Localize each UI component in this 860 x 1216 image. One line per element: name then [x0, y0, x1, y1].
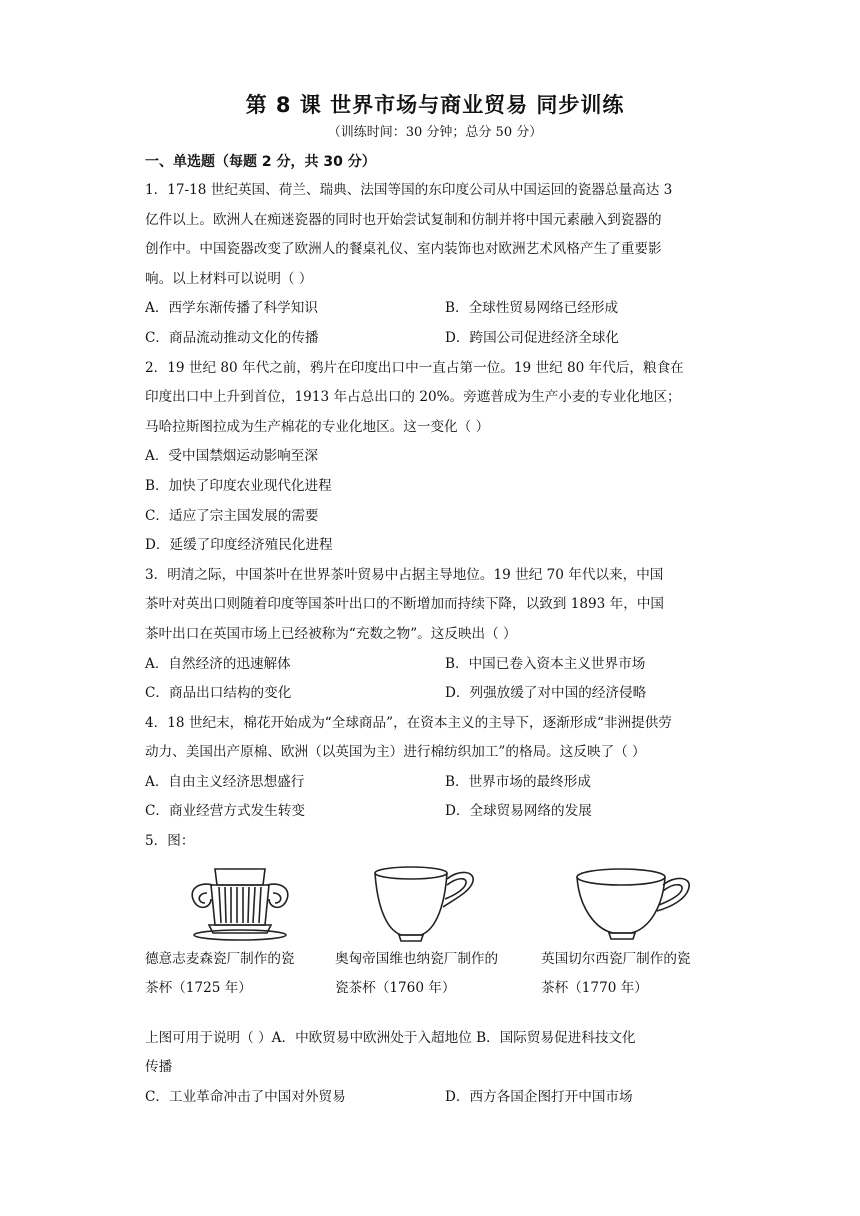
- teacup-figures: [145, 863, 725, 943]
- question-line: 3．明清之际，中国茶叶在世界茶叶贸易中占据主导地位。19 世纪 70 年代以来，中国: [145, 566, 664, 583]
- question-1: [145, 176, 725, 354]
- question-3: [145, 561, 725, 709]
- caption-vienna: [335, 945, 541, 1004]
- caption-chelsea: [541, 945, 725, 1004]
- meissen-teacup-image: [145, 863, 335, 943]
- document-page: [145, 88, 725, 1113]
- question-line: 响。以上材料可以说明（ ）: [145, 270, 313, 287]
- option-d: D．跨国公司促进经济全球化: [445, 329, 620, 346]
- option-b: B．全球性贸易网络已经形成: [445, 300, 619, 317]
- caption-line: 瓷茶杯（1760 年）: [335, 980, 456, 997]
- question-2: [145, 354, 725, 561]
- question-line: 马哈拉斯图拉成为生产棉花的专业化地区。这一变化（ ）: [145, 418, 490, 435]
- question-line: 上图可用于说明（ ）A．中欧贸易中欧洲处于入超地位 B．国际贸易促进科技文化: [145, 1029, 636, 1046]
- caption-line: 茶杯（1725 年）: [145, 980, 252, 997]
- option-a: A．自由主义经济思想盛行: [145, 773, 305, 790]
- question-line: 创作中。中国瓷器改变了欧洲人的餐桌礼仪、室内装饰也对欧洲艺术风格产生了重要影: [145, 241, 662, 258]
- option-d: D．列强放缓了对中国的经济侵略: [445, 685, 647, 702]
- option-c: C．适应了宗主国发展的需要: [145, 507, 319, 524]
- page-subtitle: （训练时间：30 分钟；总分 50 分）: [327, 125, 543, 140]
- question-5: [145, 827, 725, 1113]
- question-line: 茶叶对英出口则随着印度等国茶叶出口的不断增加而持续下降，以致到 1893 年，中国: [145, 596, 665, 613]
- question-line: 2．19 世纪 80 年代之前，鸦片在印度出口中一直占第一位。19 世纪 80 年代后，粮食在: [145, 359, 684, 376]
- option-a: A．西学东渐传播了科学知识: [145, 300, 318, 317]
- option-c: C．工业革命冲击了中国对外贸易: [145, 1089, 346, 1106]
- caption-line: 英国切尔西瓷厂制作的瓷: [541, 950, 691, 967]
- caption-line: 茶杯（1770 年）: [541, 980, 648, 997]
- chelsea-teacup-image: [541, 863, 725, 943]
- option-b: B．中国已卷入资本主义世界市场: [445, 655, 646, 672]
- page-title: 第 8 课 世界市场与商业贸易 同步训练: [245, 93, 625, 117]
- question-line: 印度出口中上升到首位，1913 年占总出口的 20%。旁遮普成为生产小麦的专业化地区；: [145, 389, 681, 406]
- question-line: 4．18 世纪末，棉花开始成为“全球商品”，在资本主义的主导下，逐渐形成“非洲提供劳: [145, 714, 672, 731]
- option-a: A．受中国禁烟运动影响至深: [145, 448, 318, 465]
- question-line: 亿件以上。欧洲人在痴迷瓷器的同时也开始尝试复制和仿制并将中国元素融入到瓷器的: [145, 211, 662, 228]
- vienna-teacup-image: [335, 863, 541, 943]
- option-d: D．西方各国企图打开中国市场: [445, 1089, 633, 1106]
- question-line: 传播: [145, 1059, 173, 1076]
- section-heading: 一、单选题（每题 2 分，共 30 分）: [145, 154, 376, 170]
- option-c: C．商业经营方式发生转变: [145, 803, 305, 820]
- option-a: A．自然经济的迅速解体: [145, 655, 291, 672]
- caption-line: 奥匈帝国维也纳瓷厂制作的: [335, 950, 499, 967]
- question-line: 1．17-18 世纪英国、荷兰、瑞典、法国等国的东印度公司从中国运回的瓷器总量高达 3: [145, 182, 673, 198]
- option-d: D．延缓了印度经济殖民化进程: [145, 537, 333, 554]
- question-line: 动力、美国出产原棉、欧洲（以英国为主）进行棉纺织加工”的格局。这反映了（ ）: [145, 744, 646, 761]
- caption-line: 德意志麦森瓷厂制作的瓷: [145, 950, 295, 967]
- caption-meissen: [145, 945, 335, 1004]
- option-b: B．加快了印度农业现代化进程: [145, 477, 332, 494]
- option-c: C．商品流动推动文化的传播: [145, 329, 319, 346]
- option-b: B．世界市场的最终形成: [445, 773, 591, 790]
- question-line: 5．图：: [145, 833, 195, 850]
- question-4: [145, 709, 725, 827]
- option-d: D．全球贸易网络的发展: [445, 803, 592, 820]
- question-line: 茶叶出口在英国市场上已经被称为“充数之物”。这反映出（ ）: [145, 625, 517, 642]
- option-c: C．商品出口结构的变化: [145, 685, 292, 702]
